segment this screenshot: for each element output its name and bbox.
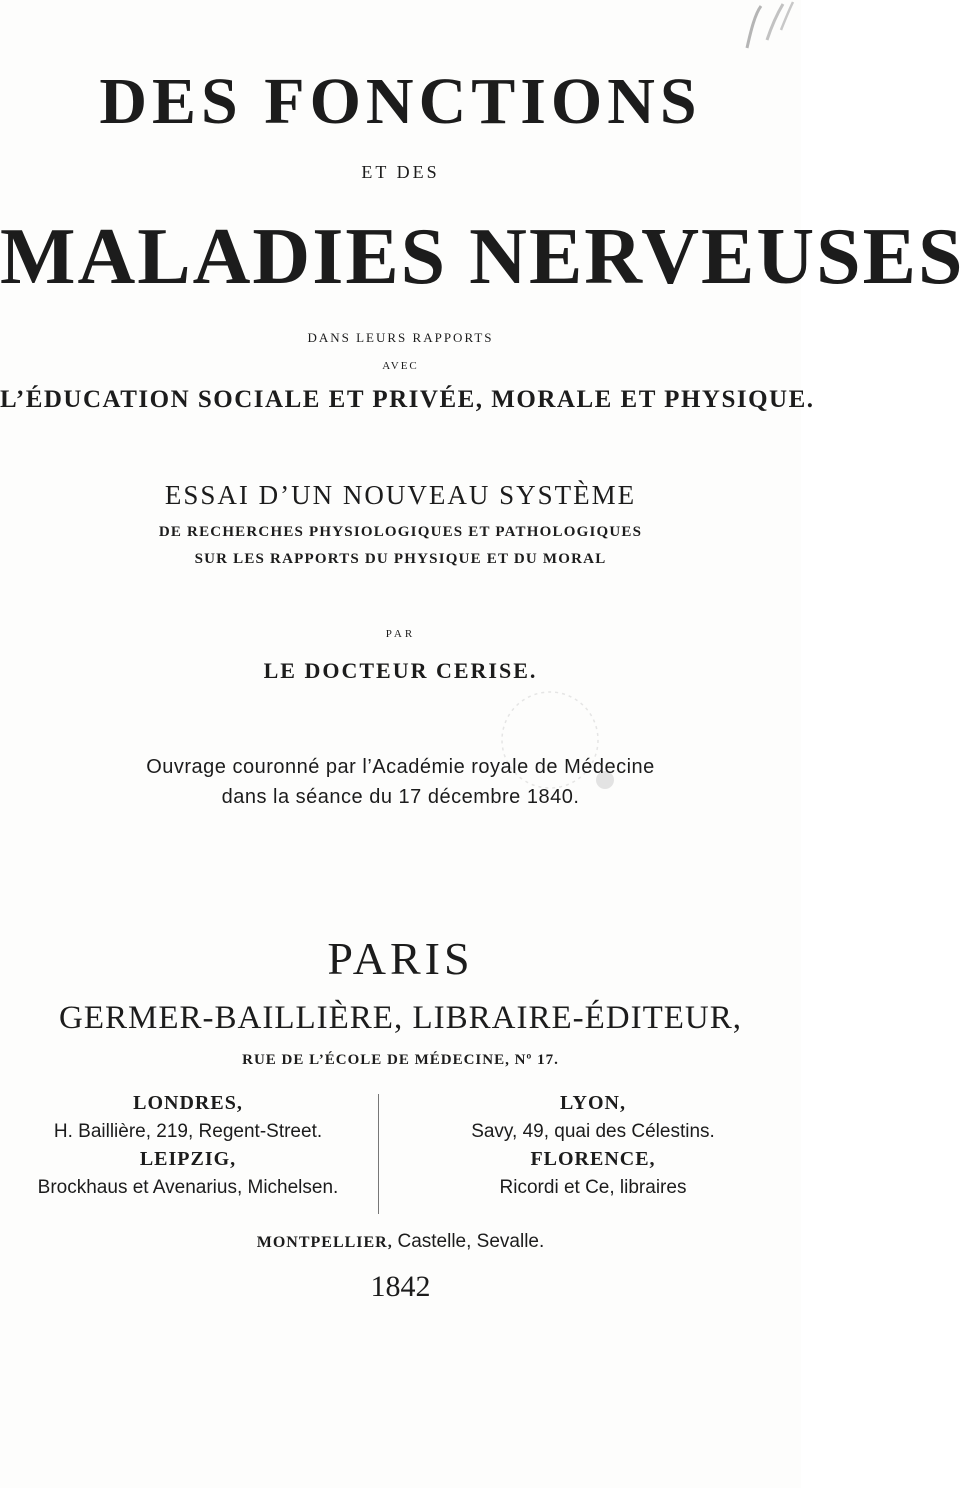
award-line1: Ouvrage couronné par l’Académie royale de Médecine [146, 756, 655, 778]
branch-publisher-florence: Ricordi et Ce, libraires [499, 1177, 687, 1198]
branch-publisher-leipzig: Brockhaus et Avenarius, Michelsen. [37, 1177, 339, 1198]
imprint-address: RUE DE L’ÉCOLE DE MÉDECINE, Nº 17. [242, 1052, 559, 1068]
branch-city-florence: FLORENCE, [530, 1148, 656, 1170]
imprint-city: PARIS [327, 933, 474, 984]
author-par: PAR [385, 628, 416, 640]
author-name: LE DOCTEUR CERISE. [263, 658, 538, 683]
imprint-publisher: GERMER-BAILLIÈRE, LIBRAIRE-ÉDITEUR, [59, 1000, 742, 1036]
branch-montpellier [0, 1231, 801, 1253]
branch-city-montpellier: MONTPELLIER, [256, 1234, 393, 1251]
branches-right [398, 1090, 788, 1202]
essai-line1: DE RECHERCHES PHYSIOLOGIQUES ET PATHOLOGIQUES [158, 524, 643, 540]
award-line2: dans la séance du 17 décembre 1840. [221, 786, 580, 808]
title-connector: ET DES [361, 162, 440, 182]
branch-publisher-londres: H. Baillière, 219, Regent-Street. [53, 1121, 323, 1142]
column-divider [378, 1094, 379, 1214]
branch-city-londres: LONDRES, [133, 1092, 243, 1114]
branches-left [18, 1090, 358, 1202]
subtitle-dans: DANS LEURS RAPPORTS [307, 330, 494, 345]
branch-publisher-montpellier: Castelle, Sevalle. [397, 1231, 545, 1252]
subtitle-avec: AVEC [382, 360, 419, 372]
publication-year: 1842 [370, 1270, 431, 1303]
subtitle-education: L’ÉDUCATION SOCIALE ET PRIVÉE, MORALE ET PHYSIQUE. [0, 386, 815, 413]
branch-city-leipzig: LEIPZIG, [139, 1148, 237, 1170]
branch-city-lyon: LYON, [560, 1092, 626, 1114]
essai-heading: ESSAI D’UN NOUVEAU SYSTÈME [164, 480, 637, 510]
essai-line2: SUR LES RAPPORTS DU PHYSIQUE ET DU MORAL [194, 551, 607, 567]
handwritten-mark [737, 0, 797, 60]
branch-publisher-lyon: Savy, 49, quai des Célestins. [471, 1121, 715, 1142]
main-title-line2: MALADIES NERVEUSES [0, 213, 965, 301]
main-title-line1: DES FONCTIONS [99, 65, 702, 138]
